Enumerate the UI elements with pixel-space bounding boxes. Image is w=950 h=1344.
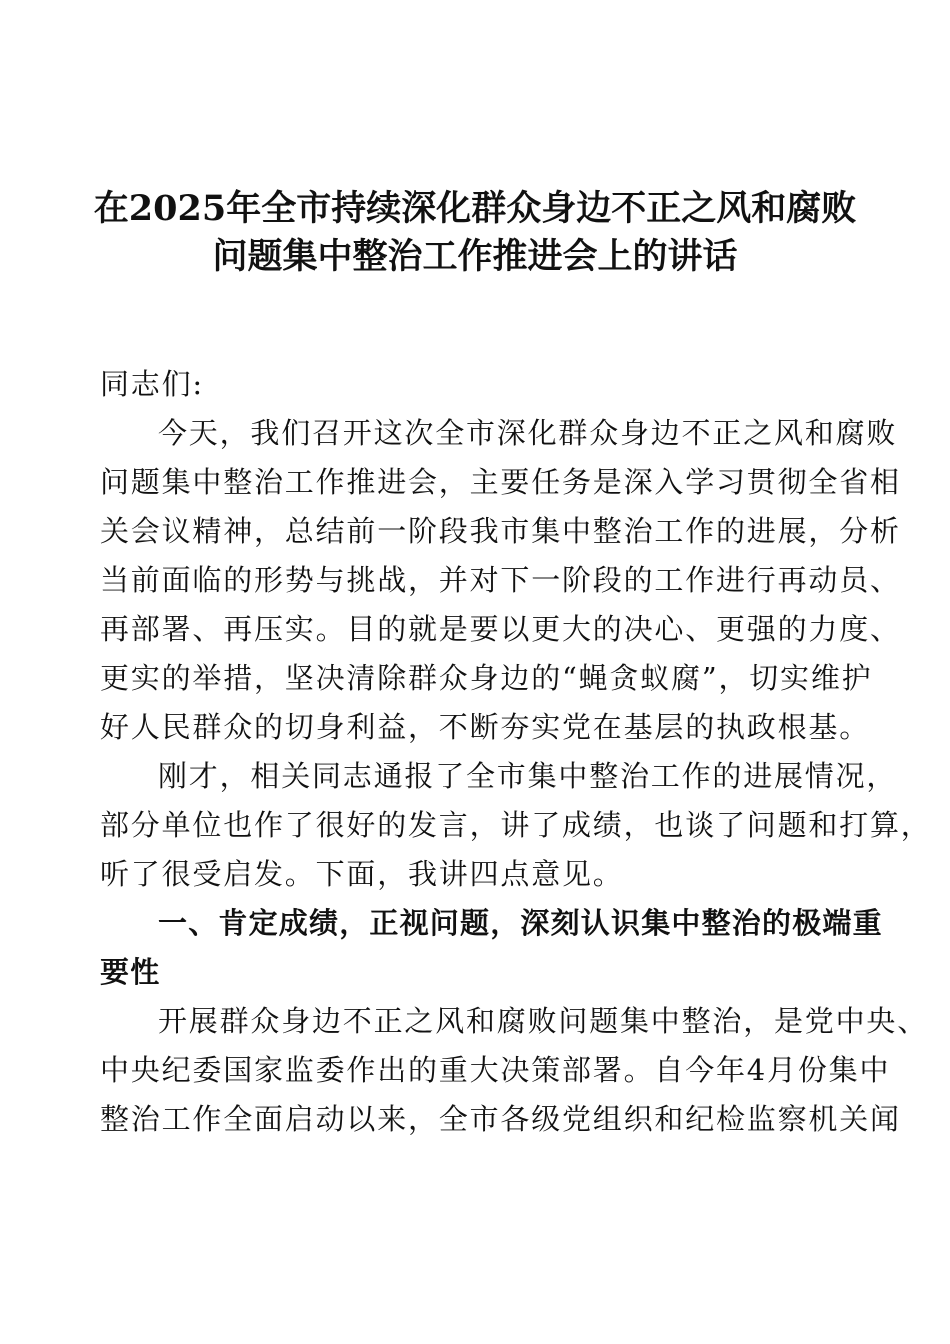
section-heading-line: 要性: [100, 955, 161, 989]
paragraph-line: 关会议精神，总结前一阶段我市集中整治工作的进展，分析: [100, 514, 901, 548]
paragraph-line: 听了很受启发。下面，我讲四点意见。: [100, 857, 624, 891]
paragraph-line: 部分单位也作了很好的发言，讲了成绩，也谈了问题和打算，: [100, 808, 932, 842]
paragraph-line: 整治工作全面启动以来，全市各级党组织和纪检监察机关闻: [100, 1102, 901, 1136]
document-title-line-1: 在2025年全市持续深化群众身边不正之风和腐败: [93, 188, 857, 229]
paragraph-line: 刚才，相关同志通报了全市集中整治工作的进展情况，: [158, 759, 898, 793]
paragraph-line: 更实的举措，坚决清除群众身边的“蝇贪蚁腐”，切实维护: [100, 661, 873, 695]
paragraph-line: 今天，我们召开这次全市深化群众身边不正之风和腐败: [158, 416, 898, 450]
salutation: 同志们:: [100, 367, 204, 401]
paragraph-line: 当前面临的形势与挑战，并对下一阶段的工作进行再动员、: [100, 563, 901, 597]
document-title-line-2: 问题集中整治工作推进会上的讲话: [212, 236, 738, 277]
paragraph-line: 好人民群众的切身利益，不断夯实党在基层的执政根基。: [100, 710, 871, 744]
paragraph-line: 开展群众身边不正之风和腐败问题集中整治，是党中央、: [158, 1004, 929, 1038]
paragraph-line: 中央纪委国家监委作出的重大决策部署。自今年4月份集中: [100, 1053, 891, 1087]
section-heading-line: 一、肯定成绩，正视问题，深刻认识集中整治的极端重: [158, 906, 883, 940]
paragraph-line: 问题集中整治工作推进会，主要任务是深入学习贯彻全省相: [100, 465, 901, 499]
paragraph-line: 再部署、再压实。目的就是要以更大的决心、更强的力度、: [100, 612, 901, 646]
